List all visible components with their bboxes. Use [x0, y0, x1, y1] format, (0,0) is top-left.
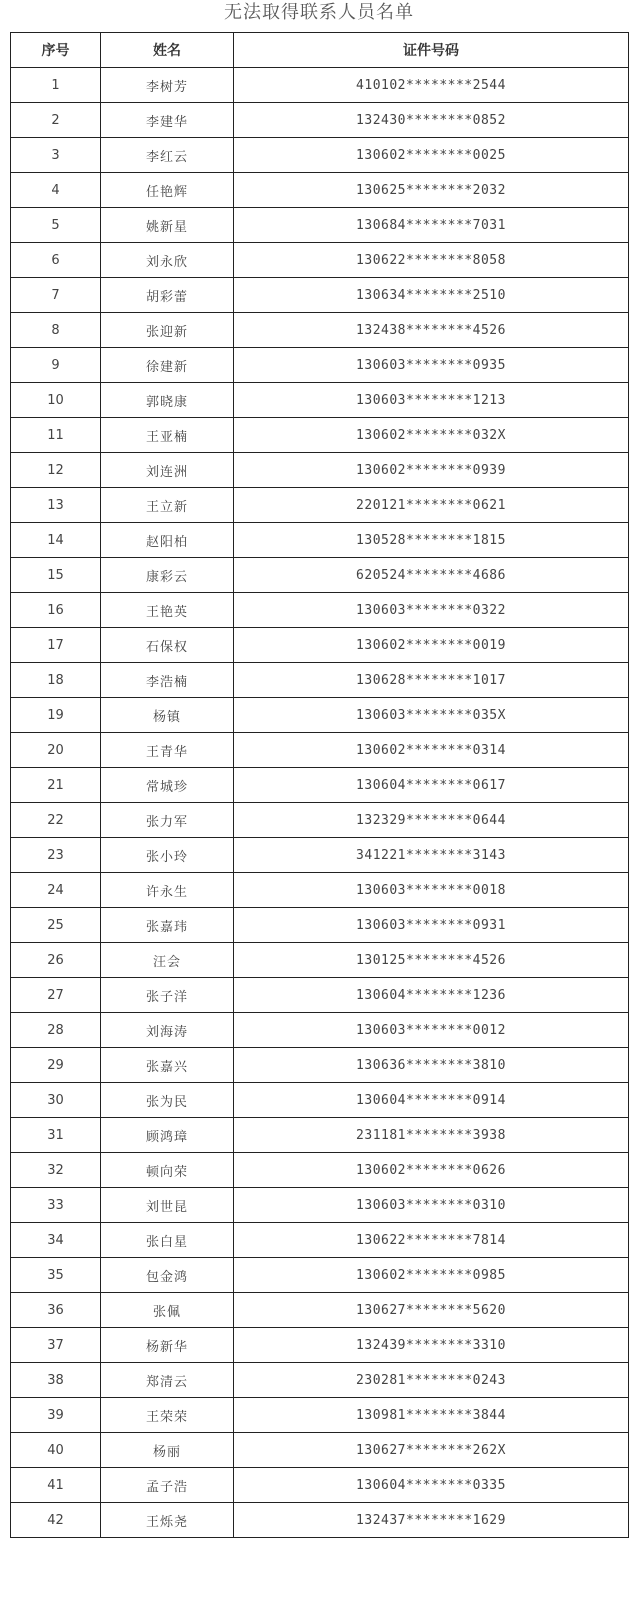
table-row	[11, 68, 629, 103]
row-id-number: 341221********3143	[234, 838, 629, 873]
row-name: 顾鸿璋	[101, 1118, 234, 1153]
row-index: 26	[11, 943, 101, 978]
row-index: 17	[11, 628, 101, 663]
row-name: 康彩云	[101, 558, 234, 593]
table-row	[11, 138, 629, 173]
row-id-number: 130602********0025	[234, 138, 629, 173]
table-row	[11, 383, 629, 418]
table-row	[11, 313, 629, 348]
row-name: 徐建新	[101, 348, 234, 383]
row-index: 41	[11, 1468, 101, 1503]
table-row	[11, 558, 629, 593]
row-id-number: 130603********0935	[234, 348, 629, 383]
row-id-number: 130603********035X	[234, 698, 629, 733]
row-index: 13	[11, 488, 101, 523]
row-name: 张佩	[101, 1293, 234, 1328]
row-id-number: 130622********8058	[234, 243, 629, 278]
row-index: 37	[11, 1328, 101, 1363]
row-index: 21	[11, 768, 101, 803]
row-name: 姚新星	[101, 208, 234, 243]
row-index: 7	[11, 278, 101, 313]
row-index: 18	[11, 663, 101, 698]
row-name: 石保权	[101, 628, 234, 663]
row-id-number: 130602********0985	[234, 1258, 629, 1293]
table-row	[11, 593, 629, 628]
row-name: 杨新华	[101, 1328, 234, 1363]
table-row	[11, 1398, 629, 1433]
table-row	[11, 103, 629, 138]
table-row	[11, 1083, 629, 1118]
row-name: 刘连洲	[101, 453, 234, 488]
row-index: 25	[11, 908, 101, 943]
table-row	[11, 1118, 629, 1153]
table-row	[11, 488, 629, 523]
row-id-number: 130603********0310	[234, 1188, 629, 1223]
row-index: 23	[11, 838, 101, 873]
row-id-number: 220121********0621	[234, 488, 629, 523]
row-index: 27	[11, 978, 101, 1013]
row-index: 10	[11, 383, 101, 418]
row-id-number: 130602********0314	[234, 733, 629, 768]
table-row	[11, 348, 629, 383]
table-row	[11, 698, 629, 733]
row-index: 9	[11, 348, 101, 383]
row-name: 张嘉玮	[101, 908, 234, 943]
row-name: 常城珍	[101, 768, 234, 803]
row-index: 20	[11, 733, 101, 768]
row-id-number: 132439********3310	[234, 1328, 629, 1363]
row-id-number: 130603********0012	[234, 1013, 629, 1048]
row-name: 许永生	[101, 873, 234, 908]
row-id-number: 130604********0914	[234, 1083, 629, 1118]
row-name: 王青华	[101, 733, 234, 768]
row-index: 14	[11, 523, 101, 558]
row-id-number: 130603********0931	[234, 908, 629, 943]
row-id-number: 130528********1815	[234, 523, 629, 558]
row-id-number: 132437********1629	[234, 1503, 629, 1538]
row-id-number: 130627********262X	[234, 1433, 629, 1468]
row-id-number: 130625********2032	[234, 173, 629, 208]
row-name: 张力军	[101, 803, 234, 838]
row-name: 李浩楠	[101, 663, 234, 698]
row-id-number: 130603********0018	[234, 873, 629, 908]
row-id-number: 132329********0644	[234, 803, 629, 838]
table-row	[11, 908, 629, 943]
row-index: 2	[11, 103, 101, 138]
table-row	[11, 943, 629, 978]
table-row	[11, 523, 629, 558]
row-id-number: 132438********4526	[234, 313, 629, 348]
table-row	[11, 418, 629, 453]
table-row	[11, 733, 629, 768]
header-name: 姓名	[101, 33, 234, 68]
row-index: 3	[11, 138, 101, 173]
row-name: 王烁尧	[101, 1503, 234, 1538]
row-id-number: 620524********4686	[234, 558, 629, 593]
row-index: 22	[11, 803, 101, 838]
row-index: 36	[11, 1293, 101, 1328]
page-title: 无法取得联系人员名单	[224, 2, 414, 23]
row-name: 杨丽	[101, 1433, 234, 1468]
row-id-number: 130627********5620	[234, 1293, 629, 1328]
row-name: 张小玲	[101, 838, 234, 873]
row-name: 张嘉兴	[101, 1048, 234, 1083]
row-id-number: 130602********0939	[234, 453, 629, 488]
row-id-number: 230281********0243	[234, 1363, 629, 1398]
table-row	[11, 768, 629, 803]
row-name: 顿向荣	[101, 1153, 234, 1188]
row-index: 1	[11, 68, 101, 103]
row-id-number: 130622********7814	[234, 1223, 629, 1258]
table-row	[11, 1433, 629, 1468]
row-name: 张白星	[101, 1223, 234, 1258]
row-index: 39	[11, 1398, 101, 1433]
table-row	[11, 243, 629, 278]
row-index: 29	[11, 1048, 101, 1083]
table-row	[11, 663, 629, 698]
table-row	[11, 1188, 629, 1223]
row-name: 孟子浩	[101, 1468, 234, 1503]
row-id-number: 132430********0852	[234, 103, 629, 138]
table-row	[11, 873, 629, 908]
row-id-number: 130602********032X	[234, 418, 629, 453]
row-index: 30	[11, 1083, 101, 1118]
row-index: 5	[11, 208, 101, 243]
row-name: 李建华	[101, 103, 234, 138]
row-id-number: 130603********1213	[234, 383, 629, 418]
row-id-number: 130684********7031	[234, 208, 629, 243]
row-id-number: 130602********0626	[234, 1153, 629, 1188]
row-id-number: 130604********1236	[234, 978, 629, 1013]
table-row	[11, 208, 629, 243]
row-id-number: 130604********0335	[234, 1468, 629, 1503]
row-index: 6	[11, 243, 101, 278]
row-id-number: 130636********3810	[234, 1048, 629, 1083]
row-index: 33	[11, 1188, 101, 1223]
table-row	[11, 978, 629, 1013]
row-index: 8	[11, 313, 101, 348]
contact-list-table	[10, 32, 629, 1538]
table-row	[11, 1048, 629, 1083]
row-name: 张为民	[101, 1083, 234, 1118]
row-id-number: 130602********0019	[234, 628, 629, 663]
table-row	[11, 838, 629, 873]
row-name: 胡彩蕾	[101, 278, 234, 313]
row-id-number: 130603********0322	[234, 593, 629, 628]
table-row	[11, 173, 629, 208]
row-name: 王荣荣	[101, 1398, 234, 1433]
row-name: 王艳英	[101, 593, 234, 628]
table-header	[11, 33, 629, 68]
table-row	[11, 1223, 629, 1258]
row-index: 35	[11, 1258, 101, 1293]
row-index: 42	[11, 1503, 101, 1538]
row-index: 32	[11, 1153, 101, 1188]
table-row	[11, 1328, 629, 1363]
table-row	[11, 1258, 629, 1293]
table-row	[11, 628, 629, 663]
row-name: 张迎新	[101, 313, 234, 348]
row-name: 王立新	[101, 488, 234, 523]
row-index: 12	[11, 453, 101, 488]
row-index: 16	[11, 593, 101, 628]
table-row	[11, 1503, 629, 1538]
row-id-number: 410102********2544	[234, 68, 629, 103]
table-row	[11, 278, 629, 313]
table-row	[11, 1153, 629, 1188]
row-id-number: 130981********3844	[234, 1398, 629, 1433]
row-id-number: 130634********2510	[234, 278, 629, 313]
row-id-number: 130628********1017	[234, 663, 629, 698]
row-name: 刘世昆	[101, 1188, 234, 1223]
row-name: 郭晓康	[101, 383, 234, 418]
row-id-number: 130604********0617	[234, 768, 629, 803]
row-index: 31	[11, 1118, 101, 1153]
table-row	[11, 1468, 629, 1503]
row-name: 王亚楠	[101, 418, 234, 453]
row-index: 34	[11, 1223, 101, 1258]
row-index: 4	[11, 173, 101, 208]
row-name: 杨镇	[101, 698, 234, 733]
row-index: 11	[11, 418, 101, 453]
table-body	[11, 68, 629, 1538]
row-name: 刘海涛	[101, 1013, 234, 1048]
header-index: 序号	[11, 33, 101, 68]
table-row	[11, 803, 629, 838]
row-id-number: 231181********3938	[234, 1118, 629, 1153]
row-name: 包金鸿	[101, 1258, 234, 1293]
row-name: 郑清云	[101, 1363, 234, 1398]
table-row	[11, 1363, 629, 1398]
row-index: 38	[11, 1363, 101, 1398]
row-index: 19	[11, 698, 101, 733]
row-name: 张子洋	[101, 978, 234, 1013]
row-name: 赵阳柏	[101, 523, 234, 558]
table-row	[11, 1013, 629, 1048]
row-index: 40	[11, 1433, 101, 1468]
row-index: 24	[11, 873, 101, 908]
table-row	[11, 1293, 629, 1328]
row-name: 汪会	[101, 943, 234, 978]
row-name: 刘永欣	[101, 243, 234, 278]
table-row	[11, 453, 629, 488]
row-index: 15	[11, 558, 101, 593]
header-id-number: 证件号码	[234, 33, 629, 68]
row-index: 28	[11, 1013, 101, 1048]
row-name: 李树芳	[101, 68, 234, 103]
row-name: 任艳辉	[101, 173, 234, 208]
row-id-number: 130125********4526	[234, 943, 629, 978]
header-row	[11, 33, 629, 68]
row-name: 李红云	[101, 138, 234, 173]
